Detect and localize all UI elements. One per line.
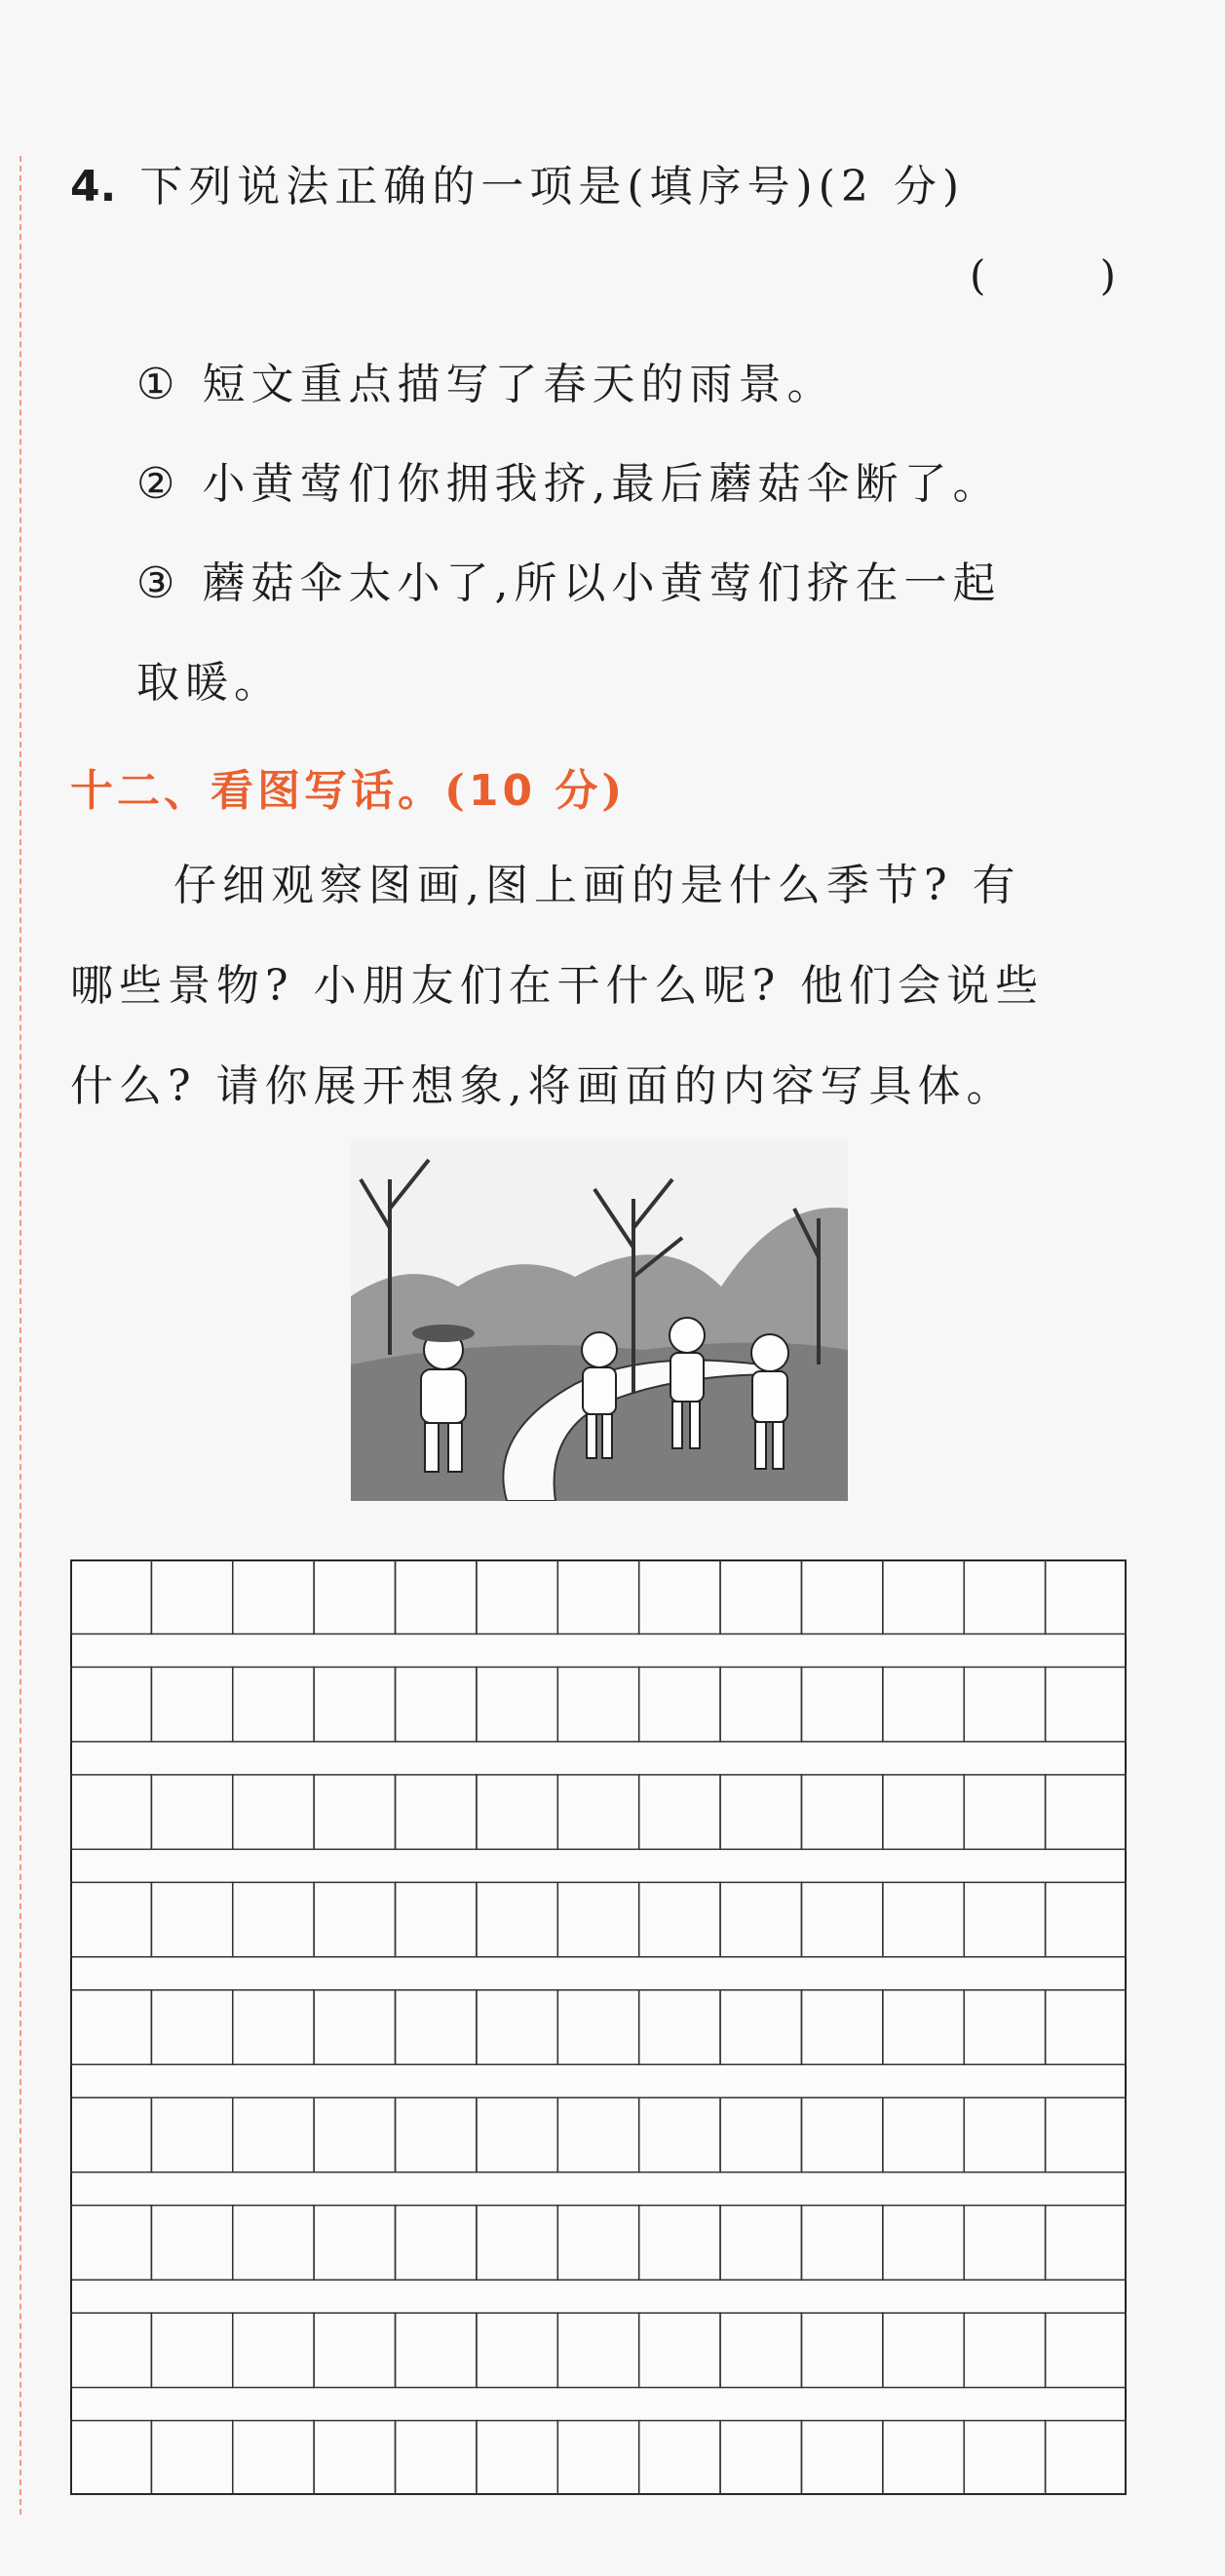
margin-dashed-line bbox=[19, 156, 21, 2515]
spring-park-children-illustration bbox=[351, 1140, 848, 1501]
option-2-number: ② bbox=[136, 459, 181, 509]
option-3-continuation: 取暖。 bbox=[136, 658, 283, 708]
option-1-number: ① bbox=[136, 360, 181, 409]
prompt-line-1: 仔细观察图画,图上画的是什么季节? 有 bbox=[173, 861, 1021, 910]
answer-blank[interactable]: ( ) bbox=[970, 251, 1116, 299]
option-2 bbox=[136, 448, 1001, 511]
section-points: 10 bbox=[468, 766, 537, 816]
section-points-suffix: 分) bbox=[536, 766, 627, 816]
writing-grid[interactable] bbox=[70, 1559, 1127, 2495]
prompt-line-2: 哪些景物? 小朋友们在干什么呢? 他们会说些 bbox=[70, 961, 1045, 1011]
option-3-number: ③ bbox=[136, 558, 181, 608]
grid-border bbox=[71, 1560, 1126, 2494]
question-4-stem bbox=[70, 151, 965, 213]
option-3 bbox=[136, 548, 1001, 610]
option-1-text: 短文重点描写了春天的雨景。 bbox=[202, 360, 836, 409]
question-number: 4. bbox=[70, 162, 117, 211]
section-title-text: 十二、看图写话。( bbox=[70, 766, 469, 816]
question-text: 下列说法正确的一项是(填序号)(2 分) bbox=[139, 162, 965, 211]
option-1 bbox=[136, 349, 835, 411]
prompt-line-3: 什么? 请你展开想象,将画面的内容写具体。 bbox=[70, 1061, 1015, 1111]
section-12-title bbox=[70, 755, 626, 818]
option-3-text: 蘑菇伞太小了,所以小黄莺们挤在一起 bbox=[202, 558, 1002, 608]
option-2-text: 小黄莺们你拥我挤,最后蘑菇伞断了。 bbox=[202, 459, 1002, 509]
